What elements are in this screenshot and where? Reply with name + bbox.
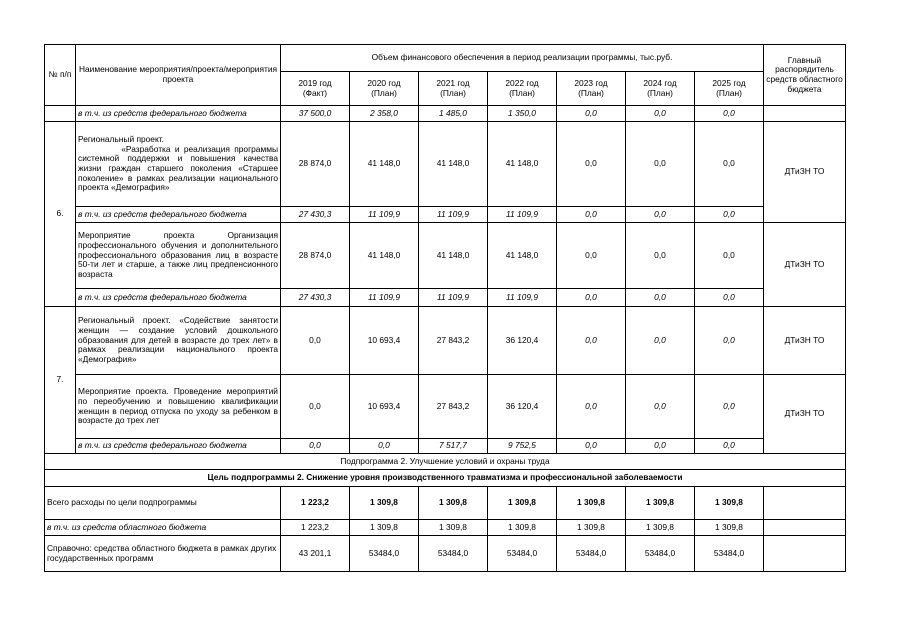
cell-value: 41 148,0 xyxy=(419,223,488,289)
table-row xyxy=(45,289,846,307)
subprogram-goal: Цель подпрограммы 2. Снижение уровня производственного травматизма и профессиональной заболеваемости xyxy=(45,470,846,487)
cell-value: 53484,0 xyxy=(557,536,626,572)
cell-value: 11 109,9 xyxy=(350,289,419,307)
cell-value: 27 843,2 xyxy=(419,375,488,439)
cell-value: 41 148,0 xyxy=(419,122,488,207)
cell-value: 0,0 xyxy=(557,439,626,454)
row-label: в т.ч. из средств федерального бюджета xyxy=(76,207,281,223)
table-row xyxy=(45,487,846,520)
table-row xyxy=(45,106,846,122)
row-number: 7. xyxy=(45,307,76,454)
row-number: 6. xyxy=(45,122,76,307)
cell-value: 0,0 xyxy=(626,223,695,289)
cell-value: 0,0 xyxy=(281,375,350,439)
row-admin: ДТиЗН ТО xyxy=(764,122,846,223)
cell-value: 41 148,0 xyxy=(488,122,557,207)
cell-value: 0,0 xyxy=(695,375,764,439)
cell-value: 27 430,3 xyxy=(281,289,350,307)
cell-value: 1 309,8 xyxy=(488,487,557,520)
cell-value: 0,0 xyxy=(557,375,626,439)
row-label: в т.ч. из средств областного бюджета xyxy=(45,520,281,536)
cell-value: 1 309,8 xyxy=(557,520,626,536)
cell-value: 36 120,4 xyxy=(488,375,557,439)
header-year: 2022 год (План) xyxy=(488,72,557,106)
cell-value: 1 309,8 xyxy=(695,520,764,536)
cell-value: 1 350,0 xyxy=(488,106,557,122)
cell-value: 1 309,8 xyxy=(488,520,557,536)
cell-value: 53484,0 xyxy=(695,536,764,572)
cell-value: 41 148,0 xyxy=(488,223,557,289)
cell-value: 0,0 xyxy=(695,106,764,122)
cell-value: 1 309,8 xyxy=(419,487,488,520)
cell-value: 0,0 xyxy=(557,289,626,307)
cell-value: 0,0 xyxy=(626,375,695,439)
cell-value: 1 309,8 xyxy=(695,487,764,520)
table-row xyxy=(45,122,846,207)
cell-value: 7 517,7 xyxy=(419,439,488,454)
cell-value: 53484,0 xyxy=(350,536,419,572)
row-label: Справочно: средства областного бюджета в рамках других государственных программ xyxy=(45,536,281,572)
cell-value: 0,0 xyxy=(626,439,695,454)
finance-table xyxy=(44,44,846,572)
cell-value: 0,0 xyxy=(695,439,764,454)
table-row xyxy=(45,439,846,454)
cell-value: 9 752,5 xyxy=(488,439,557,454)
cell-value: 28 874,0 xyxy=(281,122,350,207)
cell-value: 0,0 xyxy=(557,223,626,289)
header-number: № п/п xyxy=(45,45,76,106)
row-admin xyxy=(764,106,846,122)
cell-value: 41 148,0 xyxy=(350,122,419,207)
table-row xyxy=(45,520,846,536)
table-row xyxy=(45,375,846,439)
table-row xyxy=(45,223,846,289)
header-year: 2021 год (План) xyxy=(419,72,488,106)
row-label: Всего расходы по цели подпрограммы xyxy=(45,487,281,520)
table-row xyxy=(45,207,846,223)
cell-value: 53484,0 xyxy=(626,536,695,572)
cell-value: 1 309,8 xyxy=(350,487,419,520)
cell-value: 1 309,8 xyxy=(626,520,695,536)
table-row xyxy=(45,307,846,375)
cell-value: 53484,0 xyxy=(488,536,557,572)
cell-value: 0,0 xyxy=(626,207,695,223)
cell-value: 0,0 xyxy=(695,122,764,207)
row-admin xyxy=(764,520,846,536)
cell-value: 0,0 xyxy=(557,307,626,375)
row-label: в т.ч. из средств федерального бюджета xyxy=(76,106,281,122)
cell-value: 0,0 xyxy=(695,289,764,307)
header-year: 2020 год (План) xyxy=(350,72,419,106)
row-admin: ДТиЗН ТО xyxy=(764,223,846,307)
cell-value: 0,0 xyxy=(626,106,695,122)
cell-value: 0,0 xyxy=(281,439,350,454)
cell-value: 0,0 xyxy=(557,122,626,207)
cell-value: 1 223,2 xyxy=(281,487,350,520)
row-admin: ДТиЗН ТО xyxy=(764,307,846,375)
row-label: Региональный проект. «Содействие занятости женщин — создание условий дошкольного образования для детей в возрасте до трех лет» в рамках реализации национального проекта «Демография» xyxy=(76,307,281,375)
row-admin xyxy=(764,487,846,520)
cell-value: 11 109,9 xyxy=(488,207,557,223)
row-label: Мероприятие проекта Организация профессионального обучения и дополнительного профессионального образования лиц в возрасте 50-ти лет и старше, а также лиц предпенсионного возраста xyxy=(76,223,281,289)
cell-value: 1 309,8 xyxy=(626,487,695,520)
cell-value: 0,0 xyxy=(350,439,419,454)
cell-value: 53484,0 xyxy=(419,536,488,572)
cell-value: 0,0 xyxy=(557,106,626,122)
cell-value: 27 843,2 xyxy=(419,307,488,375)
cell-value: 43 201,1 xyxy=(281,536,350,572)
cell-value: 27 430,3 xyxy=(281,207,350,223)
row-label: в т.ч. из средств федерального бюджета xyxy=(76,289,281,307)
cell-value: 1 309,8 xyxy=(557,487,626,520)
cell-value: 0,0 xyxy=(626,307,695,375)
cell-value: 0,0 xyxy=(695,207,764,223)
row-admin: ДТиЗН ТО xyxy=(764,375,846,454)
cell-value: 2 358,0 xyxy=(350,106,419,122)
cell-value: 37 500,0 xyxy=(281,106,350,122)
cell-value: 0,0 xyxy=(281,307,350,375)
cell-value: 11 109,9 xyxy=(419,289,488,307)
header-year: 2025 год (План) xyxy=(695,72,764,106)
cell-value: 11 109,9 xyxy=(488,289,557,307)
cell-value: 1 309,8 xyxy=(350,520,419,536)
header-name: Наименование мероприятия/проекта/мероприятия проекта xyxy=(76,45,281,106)
cell-value: 0,0 xyxy=(695,223,764,289)
header-year: 2023 год (План) xyxy=(557,72,626,106)
table-row xyxy=(45,536,846,572)
subprogram-title: Подпрограмма 2. Улучшение условий и охраны труда xyxy=(45,454,846,470)
row-label: Региональный проект. «Разработка и реализация программы системной поддержки и повышения качества жизни граждан старшего поколения «Старшее поколение» в рамках реализации национального проекта «Демография» xyxy=(76,122,281,207)
cell-value: 10 693,4 xyxy=(350,307,419,375)
cell-value: 0,0 xyxy=(695,307,764,375)
row-admin xyxy=(764,536,846,572)
cell-value: 36 120,4 xyxy=(488,307,557,375)
cell-value: 1 309,8 xyxy=(419,520,488,536)
header-volume: Объем финансового обеспечения в период реализации программы, тыс.руб. xyxy=(281,45,764,72)
cell-value: 10 693,4 xyxy=(350,375,419,439)
cell-value: 0,0 xyxy=(626,122,695,207)
cell-value: 41 148,0 xyxy=(350,223,419,289)
header-admin: Главный распорядитель средств областного бюджета xyxy=(764,45,846,106)
cell-value: 0,0 xyxy=(557,207,626,223)
cell-value: 1 223,2 xyxy=(281,520,350,536)
header-year: 2019 год (Факт) xyxy=(281,72,350,106)
row-label: в т.ч. из средств федерального бюджета xyxy=(76,439,281,454)
row-label: Мероприятие проекта. Проведение мероприятий по переобучению и повышению квалификации женщин в период отпуска по уходу за ребенком в возрасте до трех лет xyxy=(76,375,281,439)
cell-value: 28 874,0 xyxy=(281,223,350,289)
header-year: 2024 год (План) xyxy=(626,72,695,106)
cell-value: 11 109,9 xyxy=(419,207,488,223)
cell-value: 11 109,9 xyxy=(350,207,419,223)
cell-value: 1 485,0 xyxy=(419,106,488,122)
row-number xyxy=(45,106,76,122)
cell-value: 0,0 xyxy=(626,289,695,307)
